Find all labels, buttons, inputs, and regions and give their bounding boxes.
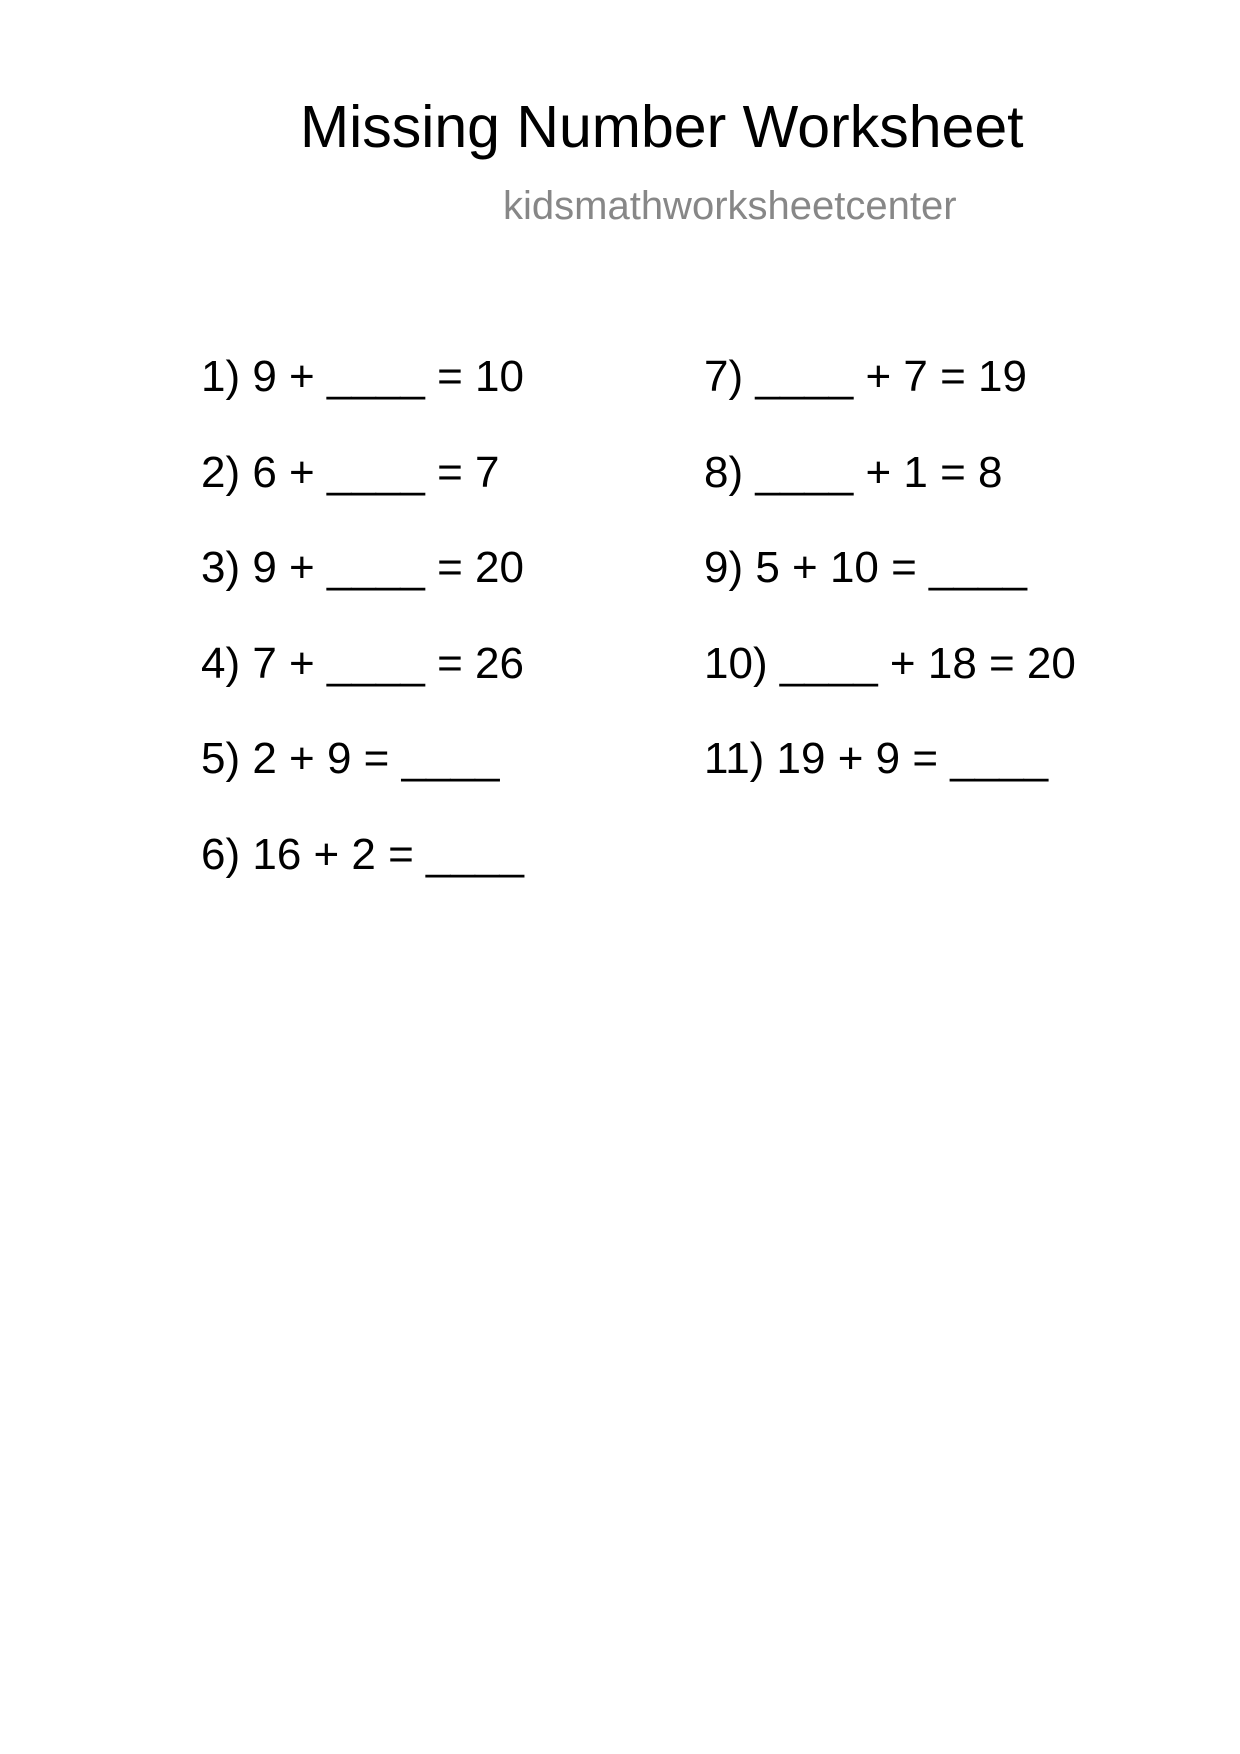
problem-1: 1) 9 + ____ = 10 [201, 352, 524, 401]
worksheet-title: Missing Number Worksheet [300, 94, 1024, 160]
problems-right-column [704, 352, 1076, 833]
problem-3: 3) 9 + ____ = 20 [201, 543, 524, 592]
problem-10: 10) ____ + 18 = 20 [704, 638, 1076, 688]
problem-9: 9) 5 + 10 = ____ [704, 543, 1027, 592]
worksheet-source: kidsmathworksheetcenter [503, 184, 957, 228]
problem-2: 2) 6 + ____ = 7 [201, 447, 500, 497]
problem-6: 6) 16 + 2 = ____ [201, 829, 524, 879]
problem-7: 7) ____ + 7 = 19 [704, 352, 1027, 401]
problems-left-column [201, 352, 524, 928]
problem-11: 11) 19 + 9 = ____ [704, 734, 1049, 783]
problem-4: 4) 7 + ____ = 26 [201, 638, 524, 688]
problem-8: 8) ____ + 1 = 8 [704, 447, 1003, 497]
problem-5: 5) 2 + 9 = ____ [201, 734, 500, 783]
